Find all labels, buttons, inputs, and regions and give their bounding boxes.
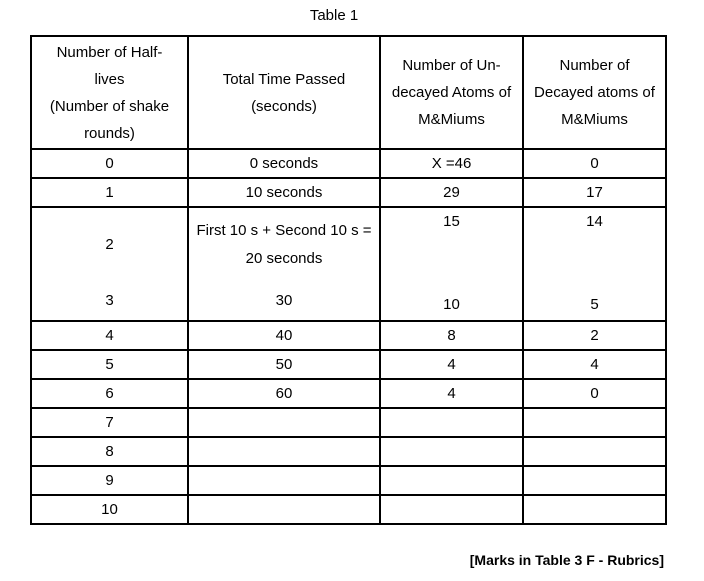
half-lives-cell-merged	[31, 207, 188, 321]
time-cell[interactable]	[188, 408, 380, 437]
half-lives-value-2: 2	[105, 236, 114, 253]
header-undecayed-line2: decayed Atoms of	[391, 84, 512, 101]
table-row	[31, 408, 666, 437]
table-row	[31, 466, 666, 495]
decayed-value-2: 14	[586, 213, 603, 230]
table-row-merged	[31, 207, 666, 321]
table-row	[31, 178, 666, 207]
header-decayed-line2: Decayed atoms of	[534, 84, 655, 101]
time-cell: 40	[188, 321, 380, 350]
decayed-value-3: 5	[590, 296, 599, 313]
time-cell[interactable]	[188, 495, 380, 524]
table-row	[31, 437, 666, 466]
half-life-table	[30, 35, 667, 525]
half-lives-cell: 4	[31, 321, 188, 350]
decayed-cell: 0	[523, 149, 666, 178]
time-cell: 10 seconds	[188, 178, 380, 207]
table-row	[31, 350, 666, 379]
table-caption: Table 1	[309, 7, 359, 24]
table-row	[31, 321, 666, 350]
half-lives-cell: 5	[31, 350, 188, 379]
decayed-cell[interactable]	[523, 466, 666, 495]
header-decayed-line3: M&Miums	[561, 111, 628, 128]
table-row	[31, 495, 666, 524]
header-half-lives-line1: Number of Half-	[56, 43, 163, 61]
decayed-cell: 4	[523, 350, 666, 379]
half-lives-cell: 8	[31, 437, 188, 466]
undecayed-cell[interactable]	[380, 466, 523, 495]
header-half-lives-line2: lives	[94, 70, 125, 88]
header-half-lives-line3: (Number of shake	[49, 97, 170, 115]
half-lives-cell: 1	[31, 178, 188, 207]
undecayed-cell: X =46	[380, 149, 523, 178]
decayed-cell: 2	[523, 321, 666, 350]
header-time	[188, 36, 380, 149]
decayed-cell[interactable]	[523, 437, 666, 466]
time-value-3: 30	[275, 292, 293, 309]
time-value-2-line2: 20 seconds	[245, 250, 323, 267]
undecayed-value-2: 15	[443, 213, 460, 230]
decayed-cell[interactable]	[523, 495, 666, 524]
undecayed-cell[interactable]	[380, 495, 523, 524]
header-half-lives	[31, 36, 188, 149]
decayed-cell-merged	[523, 207, 666, 321]
half-lives-cell: 7	[31, 408, 188, 437]
marks-note: [Marks in Table 3 F - Rubrics]	[469, 552, 664, 568]
table-row	[31, 149, 666, 178]
header-undecayed-line1: Number of Un-	[402, 57, 501, 74]
time-cell-merged	[188, 207, 380, 321]
header-time-line2: (seconds)	[251, 97, 317, 115]
time-cell: 0 seconds	[188, 149, 380, 178]
half-lives-cell: 9	[31, 466, 188, 495]
time-cell: 60	[188, 379, 380, 408]
time-cell[interactable]	[188, 466, 380, 495]
time-cell: 50	[188, 350, 380, 379]
undecayed-cell: 4	[380, 379, 523, 408]
time-value-2-line1: First 10 s + Second 10 s =	[196, 222, 372, 239]
undecayed-cell-merged	[380, 207, 523, 321]
undecayed-value-3: 10	[443, 296, 460, 313]
header-time-line1: Total Time Passed	[222, 70, 346, 88]
header-half-lives-line4: rounds)	[84, 124, 135, 142]
undecayed-cell: 29	[380, 178, 523, 207]
decayed-cell: 0	[523, 379, 666, 408]
header-row	[31, 36, 666, 149]
half-lives-value-3: 3	[105, 292, 114, 309]
undecayed-cell[interactable]	[380, 408, 523, 437]
time-cell[interactable]	[188, 437, 380, 466]
half-lives-cell: 10	[31, 495, 188, 524]
undecayed-cell: 4	[380, 350, 523, 379]
undecayed-cell: 8	[380, 321, 523, 350]
decayed-cell[interactable]	[523, 408, 666, 437]
undecayed-cell[interactable]	[380, 437, 523, 466]
header-decayed	[523, 36, 666, 149]
header-decayed-line1: Number of	[559, 57, 630, 74]
header-undecayed	[380, 36, 523, 149]
header-undecayed-line3: M&Miums	[418, 111, 485, 128]
decayed-cell: 17	[523, 178, 666, 207]
half-lives-cell: 6	[31, 379, 188, 408]
table-row	[31, 379, 666, 408]
half-lives-cell: 0	[31, 149, 188, 178]
